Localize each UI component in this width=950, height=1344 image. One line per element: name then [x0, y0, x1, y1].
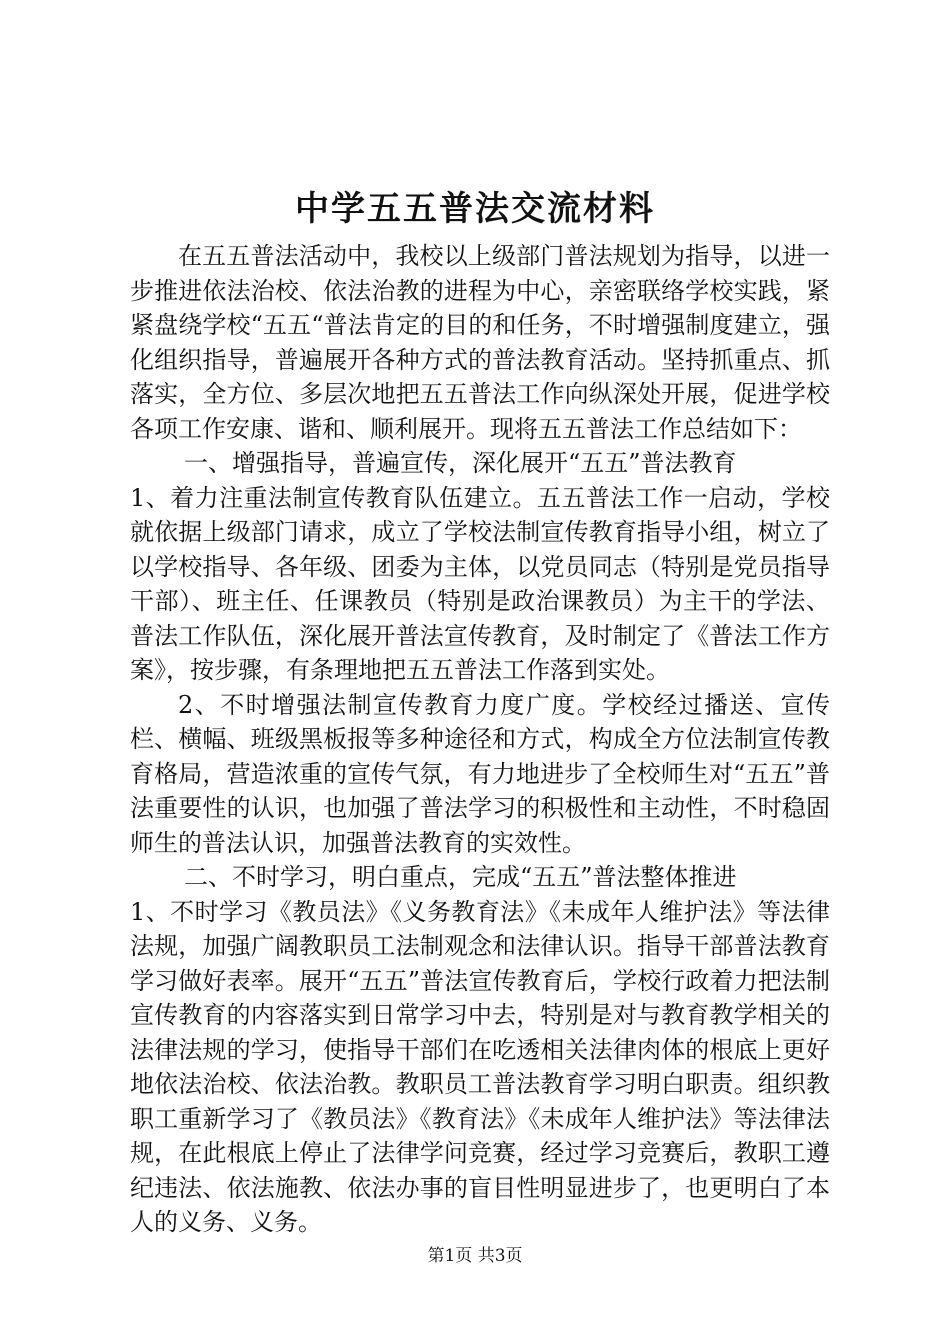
section-heading-2: 二、不时学习，明白重点，完成“五五”普法整体推进 — [184, 863, 737, 891]
item-paragraph-2-1: 1、不时学习《教员法》《义务教育法》《未成年人维护法》等法律法规，加强广阔教职员工法制观念和法律认识。指导干部普法教育学习做好表率。展开“五五”普法宣传教育后，学校行政着力把法制宣传教育的内容落实到日常学习中去，特别是对与教育教学相关的法律法规的学习，使指导干部们在吃透相关法律肉体的根底上更好地依法治校、依法治教。教职员工普法教育学习明白职责。组织教职工重新学习了《教员法》《教育法》《未成年人维护法》等法律法规，在此根底上停止了法律学问竞赛，经过学习竞赛后，教职工遵纪违法、依法施教、依法办事的盲目性明显进步了，也更明白了本人的义务、义务。 — [130, 897, 830, 1236]
document-title: 中学五五普法交流材料 — [295, 189, 655, 229]
intro-paragraph: 在五五普法活动中，我校以上级部门普法规划为指导，以进一步推进依法治校、依法治教的进程为中心，亲密联络学校实践，紧紧盘绕学校“五五“普法肯定的目的和任务，不时增强制度建立，强化组织指导，普遍展开各种方式的普法教育活动。坚持抓重点、抓落实，全方位、多层次地把五五普法工作向纵深处开展，促进学校各项工作安康、谐和、顺利展开。现将五五普法工作总结如下： — [130, 242, 830, 443]
page-footer: 第1页 共3页 — [427, 1246, 523, 1266]
item-paragraph-1-1: 1、着力注重法制宣传教育队伍建立。五五普法工作一启动，学校就依据上级部门请求，成立了学校法制宣传教育指导小组，树立了以学校指导、各年级、团委为主体，以党员同志（特别是党员指导干部）、班主任、任课教员（特别是政治课教员）为主干的学法、普法工作队伍，深化展开普法宣传教育，及时制定了《普法工作方案》，按步骤，有条理地把五五普法工作落到实处。 — [130, 483, 830, 684]
document-body — [130, 239, 830, 1240]
item-paragraph-1-2: 2、不时增强法制宣传教育力度广度。学校经过播送、宣传栏、横幅、班级黑板报等多种途径和方式，构成全方位法制宣传教育格局，营造浓重的宣传气氛，有力地进步了全校师生对“五五”普法重要性的认识，也加强了普法学习的积极性和主动性，不时稳固师生的普法认识，加强普法教育的实效性。 — [130, 690, 830, 857]
section-heading-1: 一、增强指导，普遍宣传，深化展开“五五”普法教育 — [184, 449, 737, 477]
